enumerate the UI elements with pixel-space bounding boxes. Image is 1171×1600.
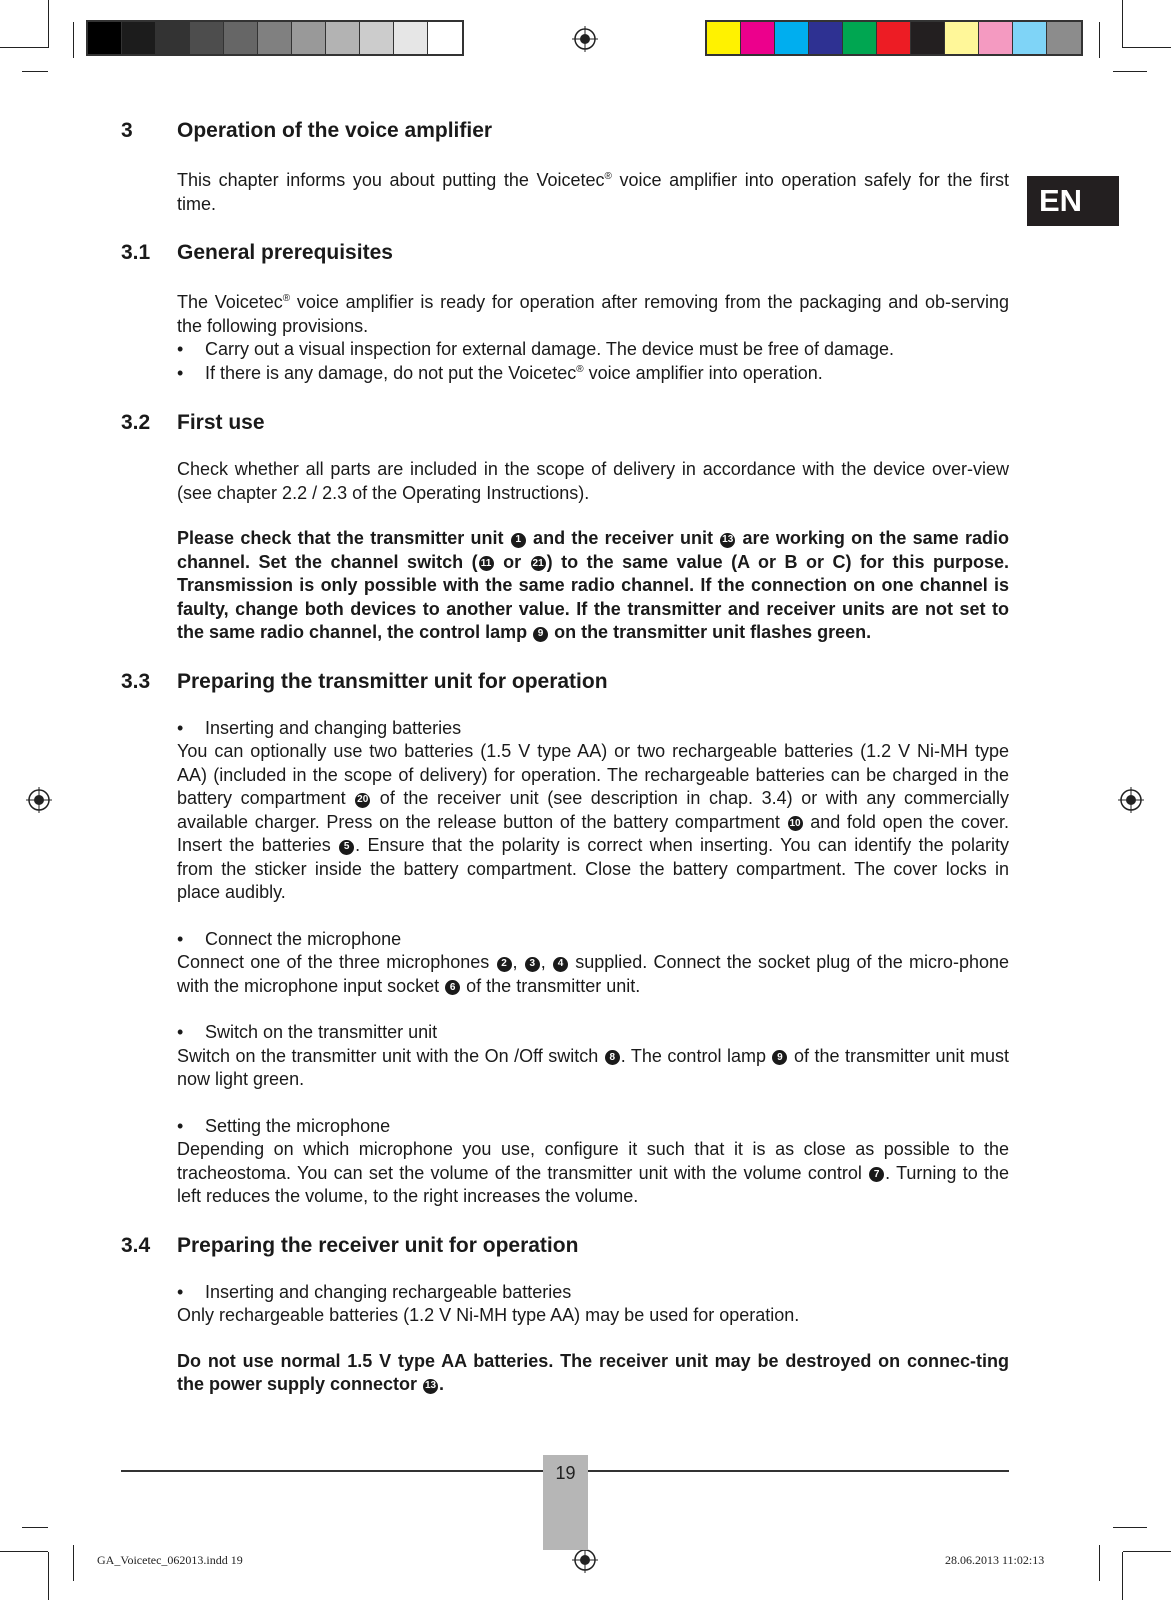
item-number-badge: 7	[869, 1167, 884, 1182]
crop-mark	[1099, 1545, 1100, 1581]
list-item	[177, 1021, 1009, 1045]
text-run: or	[494, 551, 530, 572]
footer-rule-left	[121, 1470, 543, 1472]
registered-mark: ®	[604, 171, 612, 182]
item-number-badge: 21	[531, 556, 546, 571]
list-item	[177, 338, 1009, 362]
text-run: This chapter informs you about putting the Voicetec	[177, 170, 605, 190]
paragraph	[177, 740, 1009, 905]
section-title: Preparing the transmitter unit for operation	[177, 669, 608, 693]
color-swatch	[88, 22, 122, 54]
color-swatch	[224, 22, 258, 54]
text-run: . Ensure that the polarity is correct when inserting. You can identify the polarity from the sticker inside the battery compartment. Close the battery compartment. The cover locks in place audibly.	[177, 835, 1009, 902]
color-swatch	[741, 22, 775, 54]
registration-mark-icon	[572, 26, 598, 52]
bullet-marker: •	[177, 362, 184, 383]
language-tab: EN	[1027, 176, 1119, 226]
text-run: .	[439, 1374, 445, 1394]
section-heading	[121, 410, 1009, 436]
crop-mark	[1123, 47, 1171, 48]
slug-filename: GA_Voicetec_062013.indd 19	[97, 1553, 243, 1567]
color-swatch	[190, 22, 224, 54]
section-title: Operation of the voice amplifier	[177, 119, 493, 142]
crop-mark	[1123, 1551, 1171, 1552]
item-number-badge: 13	[720, 533, 735, 548]
section-title: Preparing the receiver unit for operation	[177, 1233, 579, 1257]
color-swatch	[156, 22, 190, 54]
item-number-badge: 5	[339, 840, 354, 855]
text-run: voice amplifier into operation.	[583, 362, 823, 383]
crop-mark	[22, 71, 48, 72]
text-run: . Turning to the left reduces the volume, to the right increases the volume.	[177, 1162, 1010, 1206]
process-color-bar	[705, 20, 1083, 56]
section-title: General prerequisites	[177, 241, 393, 264]
list-item-text: Connect the microphone	[205, 928, 402, 949]
section-heading	[121, 669, 1009, 695]
bullet-marker: •	[177, 1115, 184, 1136]
text-run: ) to the same value (A or B or C) for this purpose. Transmission is only possible with the same radio channel. If the connection on one channel is faulty, change both devices to another value. If the transmitter and receiver units are not set to the same radio channel, the control lamp	[177, 551, 1009, 642]
section-3-2	[121, 410, 1009, 645]
crop-mark	[73, 22, 74, 58]
list-item	[177, 362, 1009, 386]
warning-paragraph	[177, 1350, 1009, 1397]
text-run: You can optionally use two batteries (1.5 V type AA) or two rechargeable batteries (1.2 V Ni-MH type AA) (included in the scope of delivery) for operation. The rechargeable batteries can be charged in the battery compartment	[177, 741, 1009, 808]
color-swatch	[122, 22, 156, 54]
paragraph	[177, 291, 1009, 338]
section-number: 3	[121, 119, 133, 142]
bullet-marker: •	[177, 339, 184, 359]
color-swatch	[877, 22, 911, 54]
registration-mark-icon	[26, 787, 52, 813]
color-swatch	[394, 22, 428, 54]
list-item	[177, 1281, 1009, 1305]
section-title: First use	[177, 411, 265, 434]
crop-mark	[1113, 71, 1147, 72]
text-run: If there is any damage, do not put the Voicetec	[205, 362, 577, 383]
section-3	[121, 118, 1009, 216]
crop-mark	[0, 1551, 48, 1552]
text-run: are working on the same radio channel. Set the channel switch (	[177, 528, 1009, 572]
crop-mark	[1113, 1527, 1147, 1528]
crop-mark	[48, 1552, 49, 1600]
slug-timestamp: 28.06.2013 11:02:13	[945, 1553, 1045, 1567]
item-number-badge: 4	[553, 957, 568, 972]
color-swatch	[1047, 22, 1081, 54]
color-swatch	[1013, 22, 1047, 54]
section-number: 3.2	[121, 411, 151, 434]
section-3-1	[121, 240, 1009, 385]
text-run: and fold open the cover. Insert the batteries	[177, 811, 1009, 855]
color-swatch	[326, 22, 360, 54]
color-swatch	[775, 22, 809, 54]
bullet-marker: •	[177, 928, 184, 949]
list-item-text: Setting the microphone	[205, 1115, 391, 1136]
item-number-badge: 3	[525, 957, 540, 972]
item-number-badge: 8	[605, 1050, 620, 1065]
item-number-badge: 9	[533, 627, 548, 642]
text-run: The Voicetec	[177, 292, 283, 312]
text-run: of the transmitter unit.	[461, 975, 641, 996]
item-number-badge: 13	[423, 1379, 438, 1394]
item-number-badge: 2	[497, 957, 512, 972]
item-number-badge: 11	[479, 556, 494, 571]
paragraph	[177, 1045, 1009, 1092]
text-run: Connect one of the three microphones	[177, 952, 496, 972]
text-run: Do not use normal 1.5 V type AA batteries. The receiver unit may be destroyed on connec-ting the power supply connector	[177, 1350, 1009, 1394]
section-heading	[121, 1233, 1009, 1259]
list-item-text: Carry out a visual inspection for external damage. The device must be free of damage.	[205, 339, 895, 359]
paragraph	[177, 1138, 1009, 1209]
list-item-text: Switch on the transmitter unit	[205, 1022, 438, 1042]
section-heading	[121, 240, 1009, 266]
color-swatch	[360, 22, 394, 54]
text-run: of the transmitter unit must now light green.	[177, 1045, 1009, 1089]
item-number-badge: 9	[772, 1050, 787, 1065]
item-number-badge: 10	[788, 816, 803, 831]
list-item	[177, 717, 1009, 741]
color-swatch	[911, 22, 945, 54]
text-run: . The control lamp	[620, 1045, 772, 1066]
crop-mark	[1099, 22, 1100, 58]
list-item	[177, 1115, 1009, 1139]
text-run: of the receiver unit (see description in chap. 3.4) or with any commercially available charger. Press on the release button of the battery compartment	[177, 788, 1009, 832]
color-swatch	[843, 22, 877, 54]
page-number: 19	[543, 1455, 588, 1550]
paragraph	[177, 951, 1009, 998]
crop-mark	[1122, 0, 1123, 48]
bullet-marker: •	[177, 1281, 184, 1302]
registration-mark-icon	[572, 1547, 598, 1573]
section-number: 3.1	[121, 241, 151, 264]
color-swatch	[707, 22, 741, 54]
text-run: Switch on the transmitter unit with the On /Off switch	[177, 1045, 604, 1066]
text-run: Please check that the transmitter unit	[177, 528, 510, 548]
text-run: on the transmitter unit flashes green.	[549, 622, 872, 642]
text-run: voice amplifier into operation safely for the first time.	[177, 170, 1009, 214]
section-number: 3.4	[121, 1233, 151, 1257]
section-number: 3.3	[121, 669, 151, 693]
paragraph: Only rechargeable batteries (1.2 V Ni-MH type AA) may be used for operation.	[177, 1305, 800, 1325]
list-item-text: Inserting and changing batteries	[205, 717, 462, 738]
color-swatch	[809, 22, 843, 54]
crop-mark	[48, 0, 49, 48]
crop-mark	[73, 1545, 74, 1581]
text-run: ,	[540, 952, 552, 972]
text-run: voice amplifier is ready for operation after removing from the packaging and ob-serving the following provisions.	[177, 292, 1009, 336]
paragraph	[177, 169, 1009, 216]
registration-mark-icon	[1118, 787, 1144, 813]
section-heading	[121, 118, 1009, 144]
warning-paragraph	[177, 527, 1009, 645]
crop-mark	[1122, 1552, 1123, 1600]
color-swatch	[428, 22, 462, 54]
color-swatch	[945, 22, 979, 54]
text-run: ,	[512, 952, 524, 972]
item-number-badge: 20	[355, 793, 370, 808]
section-3-4	[121, 1233, 1009, 1397]
item-number-badge: 1	[511, 533, 526, 548]
list-item-text: Inserting and changing rechargeable batteries	[205, 1281, 572, 1302]
text-run: supplied. Connect the socket plug of the micro-phone with the microphone input socket	[177, 952, 1009, 996]
list-item-text	[205, 362, 823, 386]
color-swatch	[258, 22, 292, 54]
page-content	[121, 118, 1009, 1397]
paragraph: Check whether all parts are included in the scope of delivery in accordance with the device over-view (see chapter 2.2 / 2.3 of the Operating Instructions).	[177, 459, 1009, 503]
bullet-marker: •	[177, 1022, 184, 1042]
footer-rule-right	[588, 1470, 1009, 1472]
registered-mark: ®	[576, 363, 584, 375]
crop-mark	[22, 1527, 48, 1528]
registered-mark: ®	[282, 293, 291, 304]
list-item	[177, 928, 1009, 952]
item-number-badge: 6	[445, 980, 460, 995]
bullet-marker: •	[177, 717, 184, 738]
section-3-3	[121, 669, 1009, 1209]
text-run: Depending on which microphone you use, configure it such that it is as close as possible to the tracheostoma. You can set the volume of the transmitter unit with the volume control	[177, 1139, 1009, 1183]
crop-mark	[0, 47, 48, 48]
text-run: and the receiver unit	[526, 528, 720, 548]
color-swatch	[292, 22, 326, 54]
grayscale-color-bar	[86, 20, 464, 56]
color-swatch	[979, 22, 1013, 54]
